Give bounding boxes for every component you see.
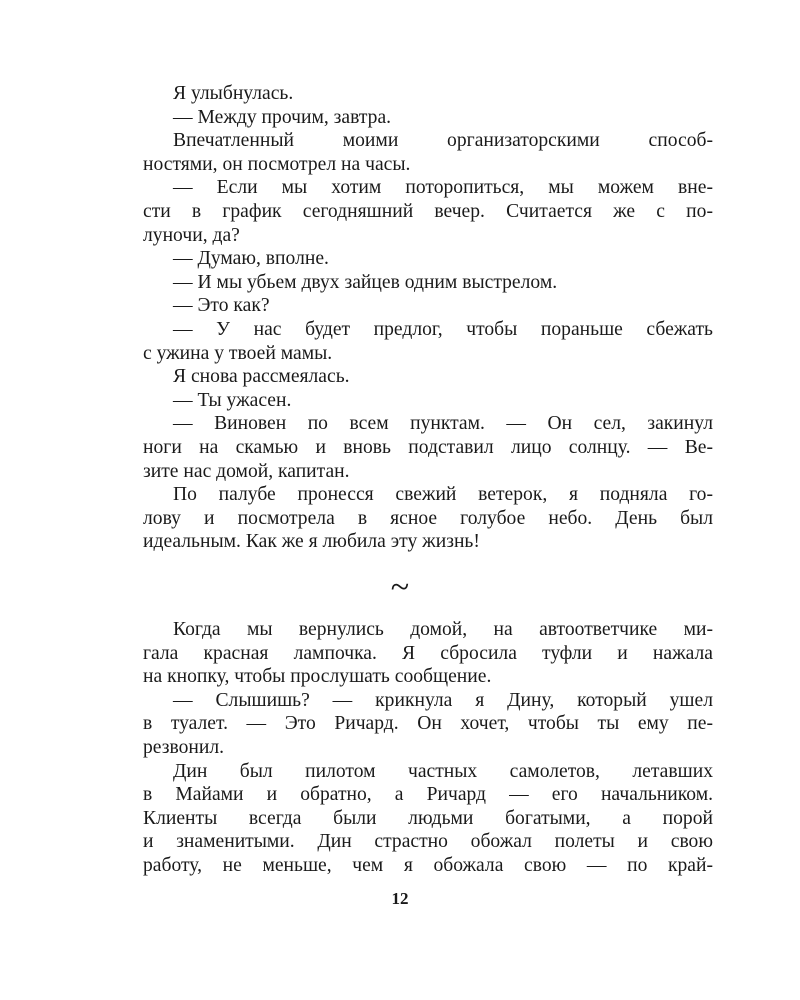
text-line: — Думаю, вполне. — [173, 248, 329, 270]
text-section-one — [143, 82, 713, 554]
text-line: с ужина у твоей мамы. — [143, 342, 333, 364]
text-line: идеальным. Как же я любила эту жизнь! — [143, 531, 480, 553]
text-line: на кнопку, чтобы прослушать сообщение. — [143, 666, 492, 688]
text-line: лову и посмотрела в ясное голубое небо. День был — [143, 507, 713, 529]
text-line: в туалет. — Это Ричард. Он хочет, чтобы ты ему пе- — [143, 713, 713, 735]
text-line: резвонил. — [143, 736, 225, 758]
text-line: — Виновен по всем пунктам. — Он сел, закинул — [173, 413, 713, 435]
text-line: — И мы убьем двух зайцев одним выстрелом. — [173, 271, 558, 293]
text-line: работу, не меньше, чем я обожала свою — по край- — [143, 854, 713, 876]
text-line: Я улыбнулась. — [173, 83, 294, 104]
text-line: ностями, он посмотрел на часы. — [143, 153, 411, 175]
text-line: и знаменитыми. Дин страстно обожал полеты и свою — [143, 831, 713, 853]
text-section-two — [143, 618, 713, 878]
section-separator: ~ — [390, 569, 410, 606]
text-line: — Между прочим, завтра. — [173, 106, 392, 128]
text-line: Впечатленный моими организаторскими способ- — [173, 130, 713, 152]
text-line: сти в график сегодняшний вечер. Считается же с по- — [143, 200, 713, 222]
text-line: Дин был пилотом частных самолетов, летавших — [173, 760, 713, 782]
text-line: зите нас домой, капитан. — [143, 460, 350, 482]
text-line: Я снова рассмеялась. — [173, 366, 350, 388]
text-line: в Майами и обратно, а Ричард — его начальником. — [143, 784, 713, 806]
text-line: — Ты ужасен. — [173, 389, 292, 411]
page-number: 12 — [391, 889, 409, 908]
text-line: — Это как? — [173, 295, 270, 317]
text-line: — Если мы хотим поторопиться, мы можем вне- — [173, 177, 713, 199]
text-line: ноги на скамью и вновь подставил лицо солнцу. — Ве- — [143, 436, 713, 458]
text-line: По палубе пронесся свежий ветерок, я подняла го- — [173, 484, 713, 506]
text-line: Когда мы вернулись домой, на автоответчике ми- — [173, 619, 713, 640]
text-line: — Слышишь? — крикнула я Дину, который ушел — [173, 689, 713, 711]
text-line: Клиенты всегда были людьми богатыми, а порой — [143, 807, 713, 829]
text-line: — У нас будет предлог, чтобы пораньше сбежать — [173, 318, 713, 340]
text-line: луночи, да? — [143, 224, 240, 246]
text-line: гала красная лампочка. Я сбросила туфли и нажала — [143, 642, 713, 664]
